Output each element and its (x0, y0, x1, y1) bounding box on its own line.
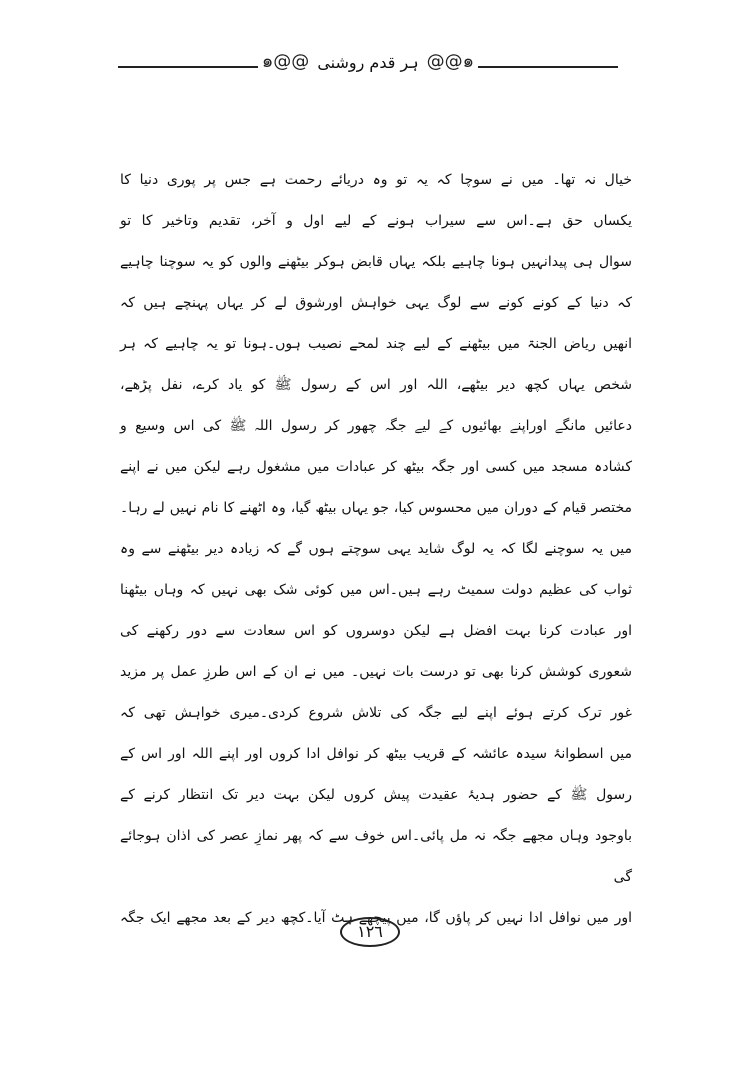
text-line: باوجود وہاں مجھے جگہ نہ مل پائی۔اس خوف سے کہ پھر نمازِ عصر کی اذان ہوجائے گی (120, 828, 632, 885)
text-line: میں یہ سوچنے لگا کہ یہ لوگ شاید یہی سوچتے ہوں گے کہ زیادہ دیر بیٹھنے سے وہ (120, 541, 632, 557)
header-rule-right (478, 66, 618, 68)
header-title: ہر قدم روشنی (317, 52, 419, 72)
page-body-text (120, 160, 632, 939)
text-line: شعوری کوشش کرنا بھی تو درست بات نہیں۔ میں نے ان کے اس طرزِ عمل پر مزید (120, 664, 632, 680)
text-line: رسول ﷺ کے حضور ہدیۂ عقیدت پیش کروں لیکن بہت دیر تک انتظار کرنے کے (120, 787, 632, 803)
text-line: کہ دنیا کے کونے کونے سے لوگ یہی خواہش اورشوق لے کر یہاں پہنچے ہیں کہ (120, 295, 632, 311)
text-line: دعائیں مانگے اوراپنے بھائیوں کے لیے جگہ چھور کر رسول اللہ ﷺ کی اس وسیع و (120, 418, 632, 434)
text-line: سوال ہی پیدانہیں ہونا چاہیے بلکہ یہاں قابض ہوکر بیٹھنے والوں کو یہ سوچنا چاہیے (120, 254, 632, 270)
swirl-ornament-icon: ๑@@ (261, 51, 310, 72)
text-line: اور میں نوافل ادا نہیں کر پاؤں گا، میں پیچھے ہٹ آیا۔کچھ دیر کے بعد مجھے ایک جگہ (120, 910, 632, 926)
header-ornament (258, 42, 478, 82)
text-line: اور عبادت کرنا بہت افضل ہے لیکن دوسروں کو اس سعادت سے دور رکھنے کی (120, 623, 632, 639)
text-line: خیال نہ تھا۔ میں نے سوچا کہ یہ تو وہ دریائے رحمت ہے جس پر پوری دنیا کا (120, 172, 632, 188)
swirl-ornament-icon: @@๑ (426, 51, 475, 72)
text-line: میں اسطوانۂ سیدہ عائشہ کے قریب بیٹھ کر نوافل ادا کروں اور اپنے اللہ اور اس کے (120, 746, 632, 762)
page-number: ١٢٦ (340, 917, 400, 947)
header-rule-left (118, 66, 258, 68)
text-line: غور ترک کرتے ہوئے اپنے لیے جگہ کی تلاش شروع کردی۔میری خواہش تھی کہ (120, 705, 632, 721)
text-line: انھیں ریاض الجنۃ میں بیٹھنے کے لیے چند لمحے نصیب ہوں۔ہونا تو یہ چاہیے کہ ہر (120, 336, 632, 352)
text-line: شخص یہاں کچھ دیر بیٹھے، اللہ اور اس کے رسول ﷺ کو یاد کرے، نفل پڑھے، (120, 377, 632, 393)
text-line: مختصر قیام کے دوران میں محسوس کیا، جو یہاں بیٹھ گیا، وہ اٹھنے کا نام نہیں لے رہا۔ (120, 500, 632, 516)
running-header (118, 42, 618, 82)
text-line: کشادہ مسجد میں کسی اور جگہ بیٹھ کر عبادات میں مشغول رہے لیکن میں نے اپنے (120, 459, 632, 475)
text-line: یکساں حق ہے۔اس سے سیراب ہونے کے لیے اول و آخر، تقدیم وتاخیر کا تو (120, 213, 632, 229)
text-line: ثواب کی عظیم دولت سمیٹ رہے ہیں۔اس میں کوئی شک بھی نہیں کہ وہاں بیٹھنا (120, 582, 632, 598)
